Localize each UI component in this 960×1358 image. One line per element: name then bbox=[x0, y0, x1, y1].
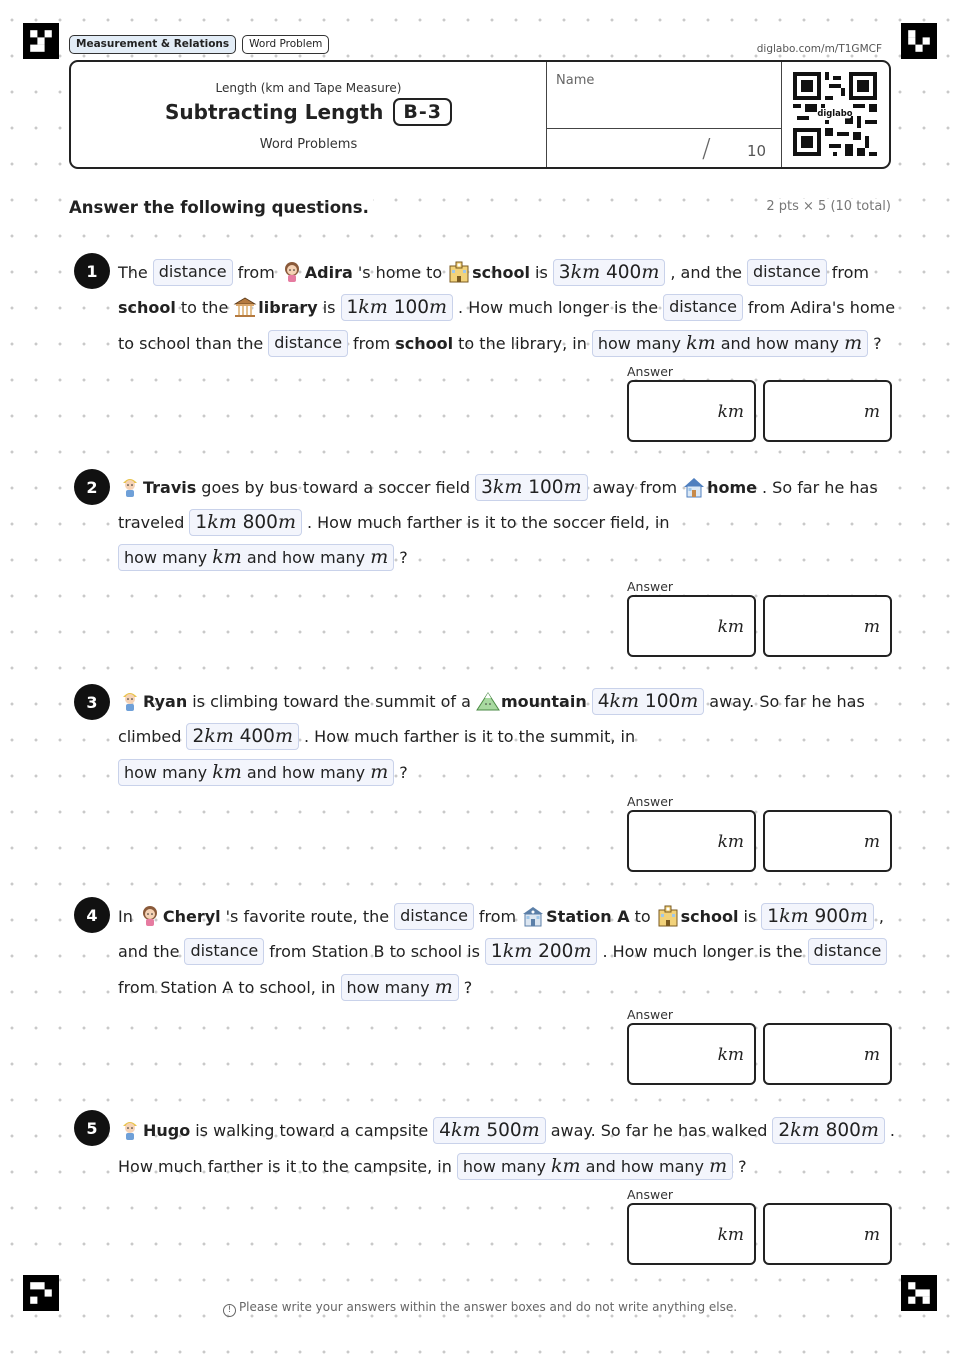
m-value: 100 bbox=[528, 476, 564, 498]
question-text: 's favorite route, the bbox=[225, 906, 390, 926]
question-text: . How much farther is it to the summit, in bbox=[303, 726, 636, 746]
m-unit: m bbox=[641, 260, 660, 283]
station-icon bbox=[521, 904, 545, 928]
answer-box-km[interactable] bbox=[627, 595, 756, 657]
info-icon: ! bbox=[223, 1304, 236, 1317]
highlight-name: Cheryl bbox=[162, 906, 221, 926]
qr-code-text: diglabo bbox=[817, 108, 853, 118]
question-text: from bbox=[353, 333, 391, 353]
km-unit: km bbox=[212, 760, 242, 783]
m-value: 800 bbox=[242, 511, 278, 533]
ask-how-many: how many bbox=[755, 333, 840, 353]
ask-unit-box bbox=[592, 330, 868, 357]
m-value: 400 bbox=[239, 725, 275, 747]
ask-and: and bbox=[585, 1156, 616, 1176]
question-text: 's home to bbox=[357, 262, 443, 282]
question-text-line bbox=[118, 973, 477, 1001]
highlight-name: school bbox=[118, 297, 176, 317]
length-quantity-box bbox=[341, 294, 454, 321]
boy-icon bbox=[118, 689, 142, 713]
question-number: 2 bbox=[74, 469, 110, 505]
ask-unit-box bbox=[457, 1153, 733, 1180]
answer-label: Answer bbox=[627, 794, 674, 809]
library-icon bbox=[233, 295, 257, 319]
question-text: ? bbox=[873, 333, 882, 353]
answer-box-m[interactable] bbox=[763, 1203, 892, 1265]
km-unit: km bbox=[492, 475, 523, 498]
house-icon bbox=[682, 475, 706, 499]
m-unit: m bbox=[370, 545, 389, 568]
question-text-line bbox=[118, 258, 874, 286]
answer-box-km[interactable] bbox=[627, 1203, 756, 1265]
question-number: 3 bbox=[74, 684, 110, 720]
m-unit: m bbox=[274, 724, 293, 747]
points-info: 2 pts × 5 (10 total) bbox=[766, 199, 891, 214]
question-text: ? bbox=[463, 977, 473, 997]
question-number: 5 bbox=[74, 1110, 110, 1146]
km-unit: km bbox=[790, 1118, 820, 1141]
boy-icon bbox=[118, 1118, 142, 1142]
mountain-icon bbox=[476, 689, 500, 713]
qr-code-icon bbox=[793, 72, 877, 156]
highlight-name: Ryan bbox=[143, 691, 188, 711]
km-unit: km bbox=[609, 689, 640, 712]
question-text: ? bbox=[399, 762, 408, 782]
question-text: from Station A to school, in bbox=[118, 977, 336, 997]
question-text: away from bbox=[592, 477, 678, 497]
question-text-line bbox=[118, 687, 870, 715]
question-text: to bbox=[634, 906, 651, 926]
highlight-name: Station A bbox=[546, 906, 630, 926]
question-text: The bbox=[118, 262, 148, 282]
question-text: to the bbox=[180, 297, 229, 317]
m-unit: m bbox=[849, 904, 868, 927]
question-text: to the library, in bbox=[458, 333, 587, 353]
answer-unit-label: km bbox=[717, 832, 744, 852]
question-text: is bbox=[535, 262, 548, 282]
km-unit: km bbox=[450, 1118, 481, 1141]
score-slash: / bbox=[702, 134, 711, 164]
name-label: Name bbox=[556, 73, 595, 88]
km-value: 1 bbox=[195, 511, 208, 533]
keyword-box: distance bbox=[747, 259, 827, 286]
ask-how-many: how many bbox=[462, 1156, 546, 1176]
km-value: 3 bbox=[558, 261, 571, 283]
footer-text: Please write your answers within the answer boxes and do not write anything else. bbox=[238, 1300, 738, 1314]
question-text: . How much farther is it to the soccer field, in bbox=[306, 512, 670, 532]
km-unit: km bbox=[207, 510, 237, 533]
m-value: 200 bbox=[538, 940, 574, 962]
ask-unit-box bbox=[118, 544, 394, 571]
m-value: 100 bbox=[644, 690, 681, 712]
question-text: . How much longer is the bbox=[458, 297, 659, 317]
page-title: Subtracting Length bbox=[165, 100, 384, 124]
instructions: Answer the following questions. bbox=[69, 198, 373, 217]
m-unit: m bbox=[709, 1154, 728, 1177]
question-text: . bbox=[889, 1120, 895, 1140]
km-unit: km bbox=[358, 295, 388, 318]
footer-text-wrap bbox=[219, 1300, 741, 1314]
m-value: 400 bbox=[606, 261, 642, 283]
km-value: 1 bbox=[490, 940, 503, 962]
length-quantity-box bbox=[772, 1117, 885, 1144]
school-icon bbox=[447, 260, 471, 284]
answer-unit-label: km bbox=[717, 1045, 744, 1065]
ask-how-many: how many bbox=[282, 762, 366, 782]
answer-box-m[interactable] bbox=[763, 380, 892, 442]
keyword-box: distance bbox=[394, 903, 474, 930]
title-block bbox=[71, 62, 546, 167]
name-score-block bbox=[546, 62, 782, 167]
worksheet-header bbox=[69, 60, 891, 169]
question-text: away. So far he has walked bbox=[550, 1120, 768, 1140]
score-total: 10 bbox=[747, 142, 767, 160]
answer-unit-label: km bbox=[717, 1225, 744, 1245]
question-text-line bbox=[118, 1152, 752, 1180]
answer-box-m[interactable] bbox=[763, 595, 892, 657]
question-text: , bbox=[878, 906, 884, 926]
question-text: traveled bbox=[118, 512, 185, 532]
question-text: from bbox=[478, 906, 517, 926]
highlight-name: school bbox=[680, 906, 739, 926]
question-text: is bbox=[322, 297, 336, 317]
question-text: is walking toward a campsite bbox=[195, 1120, 429, 1140]
question-text: away. So far he has bbox=[709, 691, 865, 711]
length-quantity-box bbox=[592, 688, 705, 715]
m-unit: m bbox=[277, 510, 296, 533]
question-text-line bbox=[118, 937, 892, 965]
question-text: . So far he has bbox=[762, 477, 878, 497]
km-unit: km bbox=[551, 1154, 581, 1177]
highlight-name: Hugo bbox=[143, 1120, 191, 1140]
km-value: 3 bbox=[481, 476, 493, 498]
question-text: to school than the bbox=[118, 333, 264, 353]
highlight-name: school bbox=[395, 333, 454, 353]
highlight-name: Travis bbox=[143, 477, 197, 497]
question-text: is bbox=[743, 906, 757, 926]
answer-label: Answer bbox=[627, 1187, 674, 1202]
question-number: 4 bbox=[74, 897, 110, 933]
answer-unit-label: m bbox=[863, 617, 880, 637]
section-label: Word Problems bbox=[259, 137, 358, 152]
keyword-box: distance bbox=[808, 938, 888, 965]
m-value: 500 bbox=[486, 1119, 522, 1141]
highlight-name: school bbox=[472, 262, 531, 282]
category-tag: Measurement & Relations bbox=[69, 35, 236, 54]
ask-how-many: how many bbox=[597, 333, 681, 353]
keyword-box: distance bbox=[268, 330, 348, 357]
question-text-line bbox=[118, 293, 900, 321]
m-value: 800 bbox=[825, 1119, 861, 1141]
ask-and: and bbox=[246, 547, 277, 567]
highlight-name: Adira bbox=[304, 262, 353, 282]
m-unit: m bbox=[563, 475, 582, 498]
level-code-badge: B-3 bbox=[393, 98, 452, 126]
question-text-line bbox=[118, 329, 887, 357]
km-value: 2 bbox=[778, 1119, 791, 1141]
corner-marker-top-right bbox=[901, 23, 937, 59]
length-quantity-box bbox=[189, 509, 302, 536]
question-text-line bbox=[118, 543, 413, 571]
type-tag: Word Problem bbox=[242, 35, 329, 54]
length-quantity-box bbox=[553, 259, 666, 286]
m-unit: m bbox=[429, 295, 448, 318]
length-quantity-box bbox=[485, 938, 598, 965]
km-unit: km bbox=[204, 724, 234, 747]
question-text: , and the bbox=[670, 262, 742, 282]
answer-unit-label: km bbox=[717, 402, 744, 422]
answer-label: Answer bbox=[627, 579, 674, 594]
ask-how-many: how many bbox=[282, 547, 366, 567]
question-text: and the bbox=[118, 941, 180, 961]
tag-row bbox=[69, 35, 329, 54]
question-text: In bbox=[118, 906, 133, 926]
length-quantity-box bbox=[761, 903, 874, 930]
keyword-box: distance bbox=[663, 294, 743, 321]
answer-box-km[interactable] bbox=[627, 810, 756, 872]
highlight-name: library bbox=[258, 297, 318, 317]
m-unit: m bbox=[680, 689, 699, 712]
title-row bbox=[71, 98, 546, 126]
worksheet-url: diglabo.com/m/T1GMCF bbox=[756, 43, 882, 55]
ask-how-many: how many bbox=[620, 1156, 704, 1176]
m-unit: m bbox=[521, 1118, 540, 1141]
ask-how-many: how many bbox=[346, 977, 430, 997]
question-text-line bbox=[118, 902, 889, 930]
length-quantity-box bbox=[433, 1117, 546, 1144]
km-value: 1 bbox=[346, 296, 359, 318]
m-unit: m bbox=[844, 331, 863, 354]
m-unit: m bbox=[573, 939, 592, 962]
ask-unit-box bbox=[341, 974, 459, 1001]
girl-icon bbox=[280, 260, 304, 284]
ask-unit-box bbox=[118, 759, 394, 786]
highlight-name: home bbox=[707, 477, 757, 497]
km-value: 2 bbox=[192, 725, 205, 747]
boy-icon bbox=[118, 475, 142, 499]
question-text: is climbing toward the summit of a bbox=[192, 691, 471, 711]
question-text: from Station B to school is bbox=[269, 941, 480, 961]
answer-unit-label: m bbox=[863, 402, 880, 422]
girl-icon bbox=[138, 904, 162, 928]
question-text-line bbox=[118, 508, 675, 536]
km-value: 4 bbox=[439, 1119, 451, 1141]
ask-and: and bbox=[720, 333, 751, 353]
answer-unit-label: m bbox=[863, 832, 880, 852]
question-text-line bbox=[118, 473, 883, 501]
question-text-line bbox=[118, 758, 413, 786]
highlight-name: mountain bbox=[500, 691, 587, 711]
answer-box-km[interactable] bbox=[627, 380, 756, 442]
ask-and: and bbox=[246, 762, 277, 782]
m-value: 100 bbox=[393, 296, 430, 318]
keyword-box: distance bbox=[153, 259, 233, 286]
question-text: ? bbox=[738, 1156, 747, 1176]
answer-label: Answer bbox=[627, 1007, 674, 1022]
name-divider bbox=[547, 128, 781, 129]
km-unit: km bbox=[212, 545, 242, 568]
question-text: from bbox=[831, 262, 869, 282]
length-quantity-box bbox=[475, 474, 588, 501]
m-value: 900 bbox=[814, 905, 850, 927]
question-number: 1 bbox=[74, 253, 110, 289]
km-value: 4 bbox=[597, 690, 610, 712]
answer-unit-label: m bbox=[863, 1045, 880, 1065]
km-unit: km bbox=[779, 904, 809, 927]
km-unit: km bbox=[686, 331, 716, 354]
length-quantity-box bbox=[186, 723, 299, 750]
ask-how-many: how many bbox=[124, 762, 208, 782]
m-unit: m bbox=[370, 760, 389, 783]
ask-how-many: how many bbox=[124, 547, 208, 567]
question-text: . How much longer is the bbox=[602, 941, 803, 961]
question-text: How much farther is it to the campsite, in bbox=[118, 1156, 452, 1176]
question-text: ? bbox=[399, 547, 408, 567]
question-text: from bbox=[237, 262, 275, 282]
m-unit: m bbox=[860, 1118, 879, 1141]
unit-subtitle: Length (km and Tape Measure) bbox=[215, 81, 402, 95]
question-text: climbed bbox=[118, 726, 182, 746]
question-text-line bbox=[118, 722, 640, 750]
corner-marker-top-left bbox=[23, 23, 59, 59]
m-unit: m bbox=[434, 975, 453, 998]
school-icon bbox=[656, 904, 680, 928]
question-text: goes by bus toward a soccer field bbox=[201, 477, 471, 497]
answer-box-m[interactable] bbox=[763, 1023, 892, 1085]
answer-unit-label: km bbox=[717, 617, 744, 637]
answer-box-km[interactable] bbox=[627, 1023, 756, 1085]
km-value: 1 bbox=[767, 905, 780, 927]
answer-box-m[interactable] bbox=[763, 810, 892, 872]
question-text: from Adira's home bbox=[747, 297, 896, 317]
km-unit: km bbox=[570, 260, 601, 283]
footer-note bbox=[0, 1300, 960, 1317]
answer-unit-label: m bbox=[863, 1225, 880, 1245]
keyword-box: distance bbox=[184, 938, 264, 965]
answer-label: Answer bbox=[627, 364, 674, 379]
question-text-line bbox=[118, 1116, 900, 1144]
km-unit: km bbox=[502, 939, 533, 962]
